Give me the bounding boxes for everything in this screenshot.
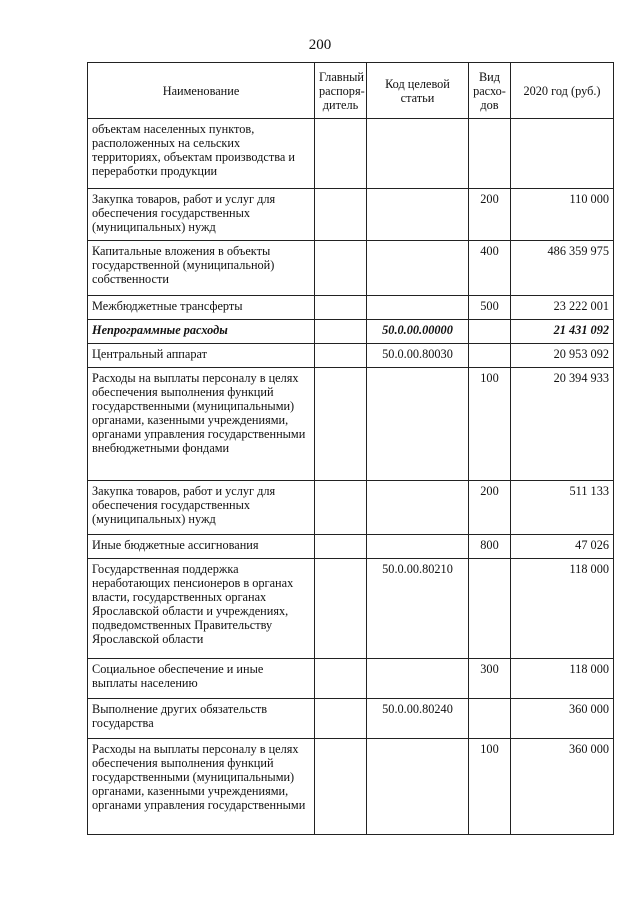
row-name: Расходы на выплаты персоналу в целях обеспечения выполнения функций государственными (муниципальными) органами, казенными учреждениями, органами управления государственными xyxy=(88,739,315,835)
row-admin xyxy=(315,368,367,481)
row-type xyxy=(469,699,511,739)
row-type: 400 xyxy=(469,241,511,296)
row-amount xyxy=(511,119,614,189)
row-admin xyxy=(315,189,367,241)
row-code xyxy=(367,739,469,835)
header-amount: 2020 год (руб.) xyxy=(511,63,614,119)
row-name: Межбюджетные трансферты xyxy=(88,296,315,320)
row-code xyxy=(367,119,469,189)
table-row xyxy=(88,535,614,559)
row-type xyxy=(469,119,511,189)
row-amount: 360 000 xyxy=(511,699,614,739)
row-admin xyxy=(315,296,367,320)
row-code xyxy=(367,659,469,699)
row-type: 300 xyxy=(469,659,511,699)
row-type xyxy=(469,344,511,368)
row-name: Капитальные вложения в объекты государственной (муниципальной) собственности xyxy=(88,241,315,296)
table-row xyxy=(88,344,614,368)
row-amount: 118 000 xyxy=(511,659,614,699)
table-row xyxy=(88,739,614,835)
row-code xyxy=(367,368,469,481)
row-type: 200 xyxy=(469,189,511,241)
row-amount: 20 953 092 xyxy=(511,344,614,368)
row-admin xyxy=(315,535,367,559)
row-type: 800 xyxy=(469,535,511,559)
row-name: Закупка товаров, работ и услуг для обеспечения государственных (муниципальных) нужд xyxy=(88,481,315,535)
row-name: Непрограммные расходы xyxy=(88,320,315,344)
row-name: Закупка товаров, работ и услуг для обеспечения государственных (муниципальных) нужд xyxy=(88,189,315,241)
row-code xyxy=(367,481,469,535)
budget-table xyxy=(87,62,614,835)
row-code: 50.0.00.80210 xyxy=(367,559,469,659)
row-code: 50.0.00.80240 xyxy=(367,699,469,739)
row-amount: 20 394 933 xyxy=(511,368,614,481)
row-amount: 47 026 xyxy=(511,535,614,559)
table-row xyxy=(88,189,614,241)
row-code: 50.0.00.80030 xyxy=(367,344,469,368)
row-admin xyxy=(315,659,367,699)
row-name: Государственная поддержка неработающих пенсионеров в органах власти, государственных органах Ярославской области и учреждениях, подведомственных Правительству Ярославской области xyxy=(88,559,315,659)
row-type: 100 xyxy=(469,368,511,481)
table-row xyxy=(88,559,614,659)
row-type: 200 xyxy=(469,481,511,535)
table-row xyxy=(88,320,614,344)
row-amount: 110 000 xyxy=(511,189,614,241)
row-type xyxy=(469,320,511,344)
header-admin: Главный распоря-дитель xyxy=(315,63,367,119)
row-code xyxy=(367,241,469,296)
row-code: 50.0.00.00000 xyxy=(367,320,469,344)
row-name: Выполнение других обязательств государства xyxy=(88,699,315,739)
row-admin xyxy=(315,481,367,535)
table-row xyxy=(88,659,614,699)
row-amount: 511 133 xyxy=(511,481,614,535)
row-admin xyxy=(315,344,367,368)
header-code: Код целевой статьи xyxy=(367,63,469,119)
row-admin xyxy=(315,119,367,189)
row-type: 100 xyxy=(469,739,511,835)
row-admin xyxy=(315,559,367,659)
row-type: 500 xyxy=(469,296,511,320)
table-row xyxy=(88,296,614,320)
table-row xyxy=(88,241,614,296)
row-name: Расходы на выплаты персоналу в целях обеспечения выполнения функций государственными (муниципальными) органами, казенными учреждениями, органами управления государственными внебюджетными фондами xyxy=(88,368,315,481)
header-type: Вид расхо-дов xyxy=(469,63,511,119)
row-admin xyxy=(315,739,367,835)
table-row xyxy=(88,699,614,739)
table-row xyxy=(88,481,614,535)
row-name: Иные бюджетные ассигнования xyxy=(88,535,315,559)
row-amount: 23 222 001 xyxy=(511,296,614,320)
row-admin xyxy=(315,241,367,296)
row-amount: 118 000 xyxy=(511,559,614,659)
row-admin xyxy=(315,699,367,739)
row-type xyxy=(469,559,511,659)
row-code xyxy=(367,535,469,559)
page-number: 200 xyxy=(308,37,332,53)
row-code xyxy=(367,189,469,241)
row-amount: 360 000 xyxy=(511,739,614,835)
row-amount: 486 359 975 xyxy=(511,241,614,296)
table-row xyxy=(88,119,614,189)
table-row xyxy=(88,368,614,481)
row-admin xyxy=(315,320,367,344)
header-name: Наименование xyxy=(88,63,315,119)
row-code xyxy=(367,296,469,320)
table-header-row xyxy=(88,63,614,119)
row-name: Социальное обеспечение и иные выплаты населению xyxy=(88,659,315,699)
row-amount: 21 431 092 xyxy=(511,320,614,344)
row-name: Центральный аппарат xyxy=(88,344,315,368)
row-name: объектам населенных пунктов, расположенных на сельских территориях, объектам производства и переработки продукции xyxy=(88,119,315,189)
